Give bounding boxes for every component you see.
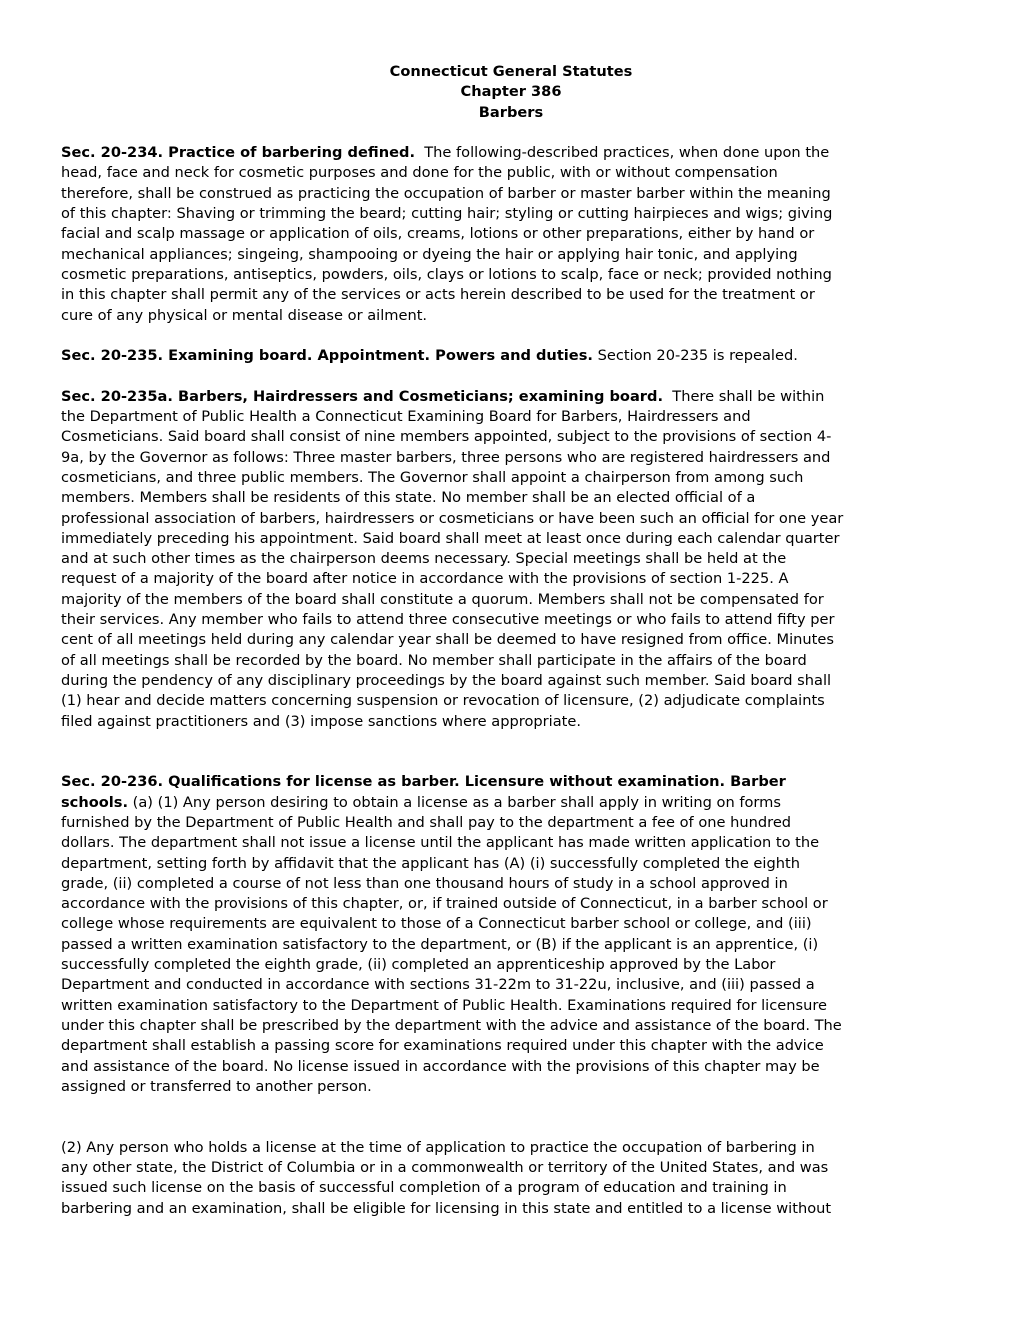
section-text: accordance with the provisions of this chapter, or, if trained outside of Connecticut, in a barber school or [61, 895, 828, 913]
section-text: barbering and an examination, shall be eligible for licensing in this state and entitled to a license without [61, 1199, 832, 1217]
section-text: grade, (ii) completed a course of not less than one thousand hours of study in a school approved in [61, 874, 788, 892]
section-text: members. Members shall be residents of this state. No member shall be an elected official of a [61, 489, 756, 507]
section-text: therefore, shall be construed as practicing the occupation of barber or master barber within the meaning [61, 184, 831, 202]
section-text: cent of all meetings held during any calendar year shall be deemed to have resigned from office. Minutes [61, 631, 834, 649]
section-text: immediately preceding his appointment. Said board shall meet at least once during each calendar quarter [61, 529, 840, 547]
section-20-236 [61, 772, 961, 1219]
subsection-a-2 [61, 1138, 961, 1219]
section-heading: Sec. 20-235. Examining board. Appointment. Powers and duties. [61, 347, 593, 365]
section-text: professional association of barbers, hairdressers or cosmeticians or have been such an official for one year [61, 509, 844, 527]
section-text: and at such other times as the chairperson deems necessary. Special meetings shall be held at the [61, 550, 787, 568]
title-subject: Barbers [478, 103, 544, 121]
title-statutes: Connecticut General Statutes [389, 63, 633, 80]
section-20-234 [61, 143, 961, 326]
section-text: Department and conducted in accordance with sections 31-22m to 31-22u, inclusive, and (iii) passed a [61, 976, 815, 994]
section-text: Section 20-235 is repealed. [592, 347, 798, 365]
section-text: mechanical appliances; singeing, shampooing or dyeing the hair or applying hair tonic, and applying [61, 245, 798, 263]
section-text: cure of any physical or mental disease or ailment. [61, 306, 428, 324]
section-heading: Sec. 20-236. Qualifications for license as barber. Licensure without examination. Barber [61, 773, 786, 791]
section-text: (a) (1) Any person desiring to obtain a license as a barber shall apply in writing on forms [128, 793, 781, 811]
document-title [61, 62, 961, 123]
section-text: of this chapter: Shaving or trimming the beard; cutting hair; styling or cutting hairpieces and wigs; giving [61, 205, 833, 223]
section-heading: Sec. 20-235a. Barbers, Hairdressers and Cosmeticians; examining board. [61, 387, 663, 405]
section-text: cosmetic preparations, antiseptics, powders, oils, clays or lotions to scalp, face or neck; provided nothing [61, 265, 832, 283]
section-text: college whose requirements are equivalent to those of a Connecticut barber school or college, and (iii) [61, 915, 812, 933]
section-text: majority of the members of the board shall constitute a quorum. Members shall not be compensated for [61, 590, 824, 608]
section-text: written examination satisfactory to the Department of Public Health. Examinations required for licensure [61, 996, 828, 1014]
section-text: their services. Any member who fails to attend three consecutive meetings or who fails to attend fifty per [61, 611, 835, 629]
section-text: successfully completed the eighth grade, (ii) completed an apprenticeship approved by the Labor [61, 956, 776, 974]
section-text: (1) hear and decide matters concerning suspension or revocation of licensure, (2) adjudicate complaints [61, 692, 825, 710]
section-text: in this chapter shall permit any of the services or acts herein described to be used for the treatment or [61, 286, 815, 304]
section-20-235 [61, 346, 961, 366]
section-text: under this chapter shall be prescribed by the department with the advice and assistance of the board. The [61, 1016, 842, 1034]
title-chapter: Chapter 386 [460, 83, 562, 101]
section-text: assigned or transferred to another person. [61, 1077, 372, 1095]
section-text: cosmeticians, and three public members. The Governor shall appoint a chairperson from among such [61, 468, 804, 486]
section-text: Cosmeticians. Said board shall consist of nine members appointed, subject to the provisions of section 4- [61, 428, 832, 446]
section-text: the Department of Public Health a Connecticut Examining Board for Barbers, Hairdressers and [61, 408, 751, 426]
section-text: issued such license on the basis of successful completion of a program of education and training in [61, 1179, 787, 1197]
section-text: any other state, the District of Columbia or in a commonwealth or territory of the United States, and was [61, 1159, 829, 1177]
section-text: There shall be within [663, 387, 825, 405]
section-20-235a [61, 387, 961, 732]
section-text: department, setting forth by affidavit that the applicant has (A) (i) successfully completed the eighth [61, 854, 800, 872]
section-text: furnished by the Department of Public Health and shall pay to the department a fee of one hundred [61, 813, 792, 831]
section-text: during the pendency of any disciplinary proceedings by the board against such member. Said board shall [61, 671, 832, 689]
section-text: filed against practitioners and (3) impose sanctions where appropriate. [61, 712, 581, 730]
section-text: (2) Any person who holds a license at the time of application to practice the occupation of barbering in [61, 1138, 815, 1156]
document-page [61, 62, 961, 1219]
section-text: of all meetings shall be recorded by the board. No member shall participate in the affairs of the board [61, 651, 807, 669]
section-text: head, face and neck for cosmetic purposes and done for the public, with or without compensation [61, 164, 778, 182]
section-text: dollars. The department shall not issue a license until the applicant has made written application to the [61, 834, 820, 852]
section-heading-continued: schools. [61, 793, 129, 811]
section-text: department shall establish a passing score for examinations required under this chapter with the advice [61, 1037, 824, 1055]
section-text: 9a, by the Governor as follows: Three master barbers, three persons who are registered hairdressers and [61, 448, 831, 466]
section-text: and assistance of the board. No license issued in accordance with the provisions of this chapter may be [61, 1057, 820, 1075]
section-heading: Sec. 20-234. Practice of barbering defined. [61, 144, 415, 162]
section-text: request of a majority of the board after notice in accordance with the provisions of section 1-225. A [61, 570, 789, 588]
section-text: facial and scalp massage or application of oils, creams, lotions or other preparations, either by hand or [61, 225, 815, 243]
section-text: passed a written examination satisfactory to the department, or (B) if the applicant is an apprentice, (i) [61, 935, 819, 953]
section-text: The following-described practices, when done upon the [414, 144, 830, 162]
